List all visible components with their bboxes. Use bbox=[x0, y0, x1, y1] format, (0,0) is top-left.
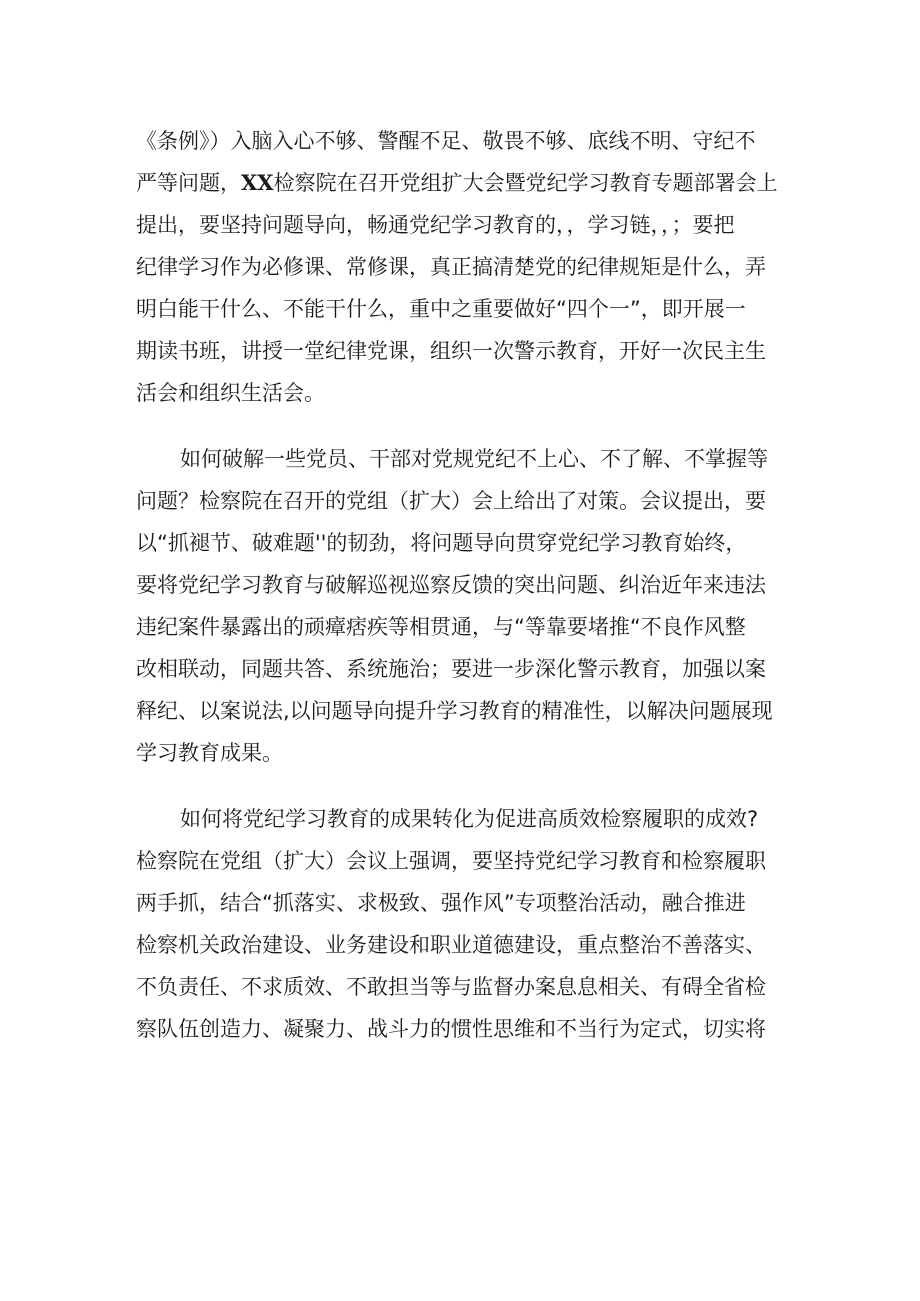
text-line: 问题？检察院在召开的党组（扩大）会上给出了对策。会议提出，要 bbox=[136, 489, 766, 513]
text-line: 以“抓褪节、破难题''的韧劲，将问题导向贯穿党纪学习教育始终， bbox=[136, 531, 747, 555]
document-body bbox=[136, 120, 786, 1074]
paragraph-3 bbox=[136, 798, 786, 1050]
text-line: 提出，要坚持问题导向，畅通党纪学习教育的，，学习链，，；要把 bbox=[136, 213, 735, 237]
text-line: 《条例》）入脑入心不够、警醒不足、敬畏不够、底线不明、守纪不 bbox=[136, 129, 756, 153]
text-line: 不负责任、不求质效、不敢担当等与监督办案息息相关、有碍全省检 bbox=[136, 975, 766, 999]
text-line: 检察机关政治建设、业务建设和职业道德建设，重点整治不善落实、 bbox=[136, 933, 766, 957]
text-line: 察队伍创造力、凝聚力、战斗力的惯性思维和不当行为定式，切实将 bbox=[136, 1017, 766, 1041]
text-line: 明白能干什么、不能干什么，重中之重要做好“四个一”，即开展一 bbox=[136, 297, 746, 321]
text-line: 违纪案件暴露出的顽瘴痞疾等相贯通，与“等靠要堵推“不良作风整 bbox=[136, 615, 746, 639]
text-line: 要将党纪学习教育与破解巡视巡察反馈的突出问题、纠治近年来违法 bbox=[136, 573, 766, 597]
text-line: 释纪、以案说法,以问题导向提升学习教育的精准性，以解决问题展现 bbox=[136, 699, 773, 723]
text-line: 期读书班，讲授一堂纪律党课，组织一次警示教育，开好一次民主生 bbox=[136, 339, 766, 363]
text-line: 纪律学习作为必修课、常修课，真正搞清楚党的纪律规矩是什么，弄 bbox=[136, 255, 766, 279]
text-line: 检察院在党组（扩大）会议上强调，要坚持党纪学习教育和检察履职 bbox=[136, 849, 766, 873]
paragraph-2 bbox=[136, 438, 786, 774]
text-line: 活会和组织生活会。 bbox=[136, 381, 325, 405]
text-line bbox=[136, 162, 786, 204]
paragraph-1 bbox=[136, 120, 786, 414]
text-run: 严等问题， bbox=[136, 171, 241, 195]
text-line: 改相联动，同题共答、系统施治；要进一步深化警示教育，加强以案 bbox=[136, 657, 766, 681]
text-line: 两手抓，结合“抓落实、求极致、强作风”专项整治活动，融合推进 bbox=[136, 891, 746, 915]
text-line: 如何破解一些党员、干部对党规党纪不上心、不了解、不掌握等 bbox=[180, 447, 768, 471]
text-run: 检察院在召开党组扩大会暨党纪学习教育专题部署会上 bbox=[273, 171, 778, 195]
text-line: 学习教育成果。 bbox=[136, 741, 283, 765]
text-line: 如何将党纪学习教育的成果转化为促进高质效检察履职的成效? bbox=[180, 807, 759, 831]
bold-text-run: XX bbox=[241, 170, 274, 195]
